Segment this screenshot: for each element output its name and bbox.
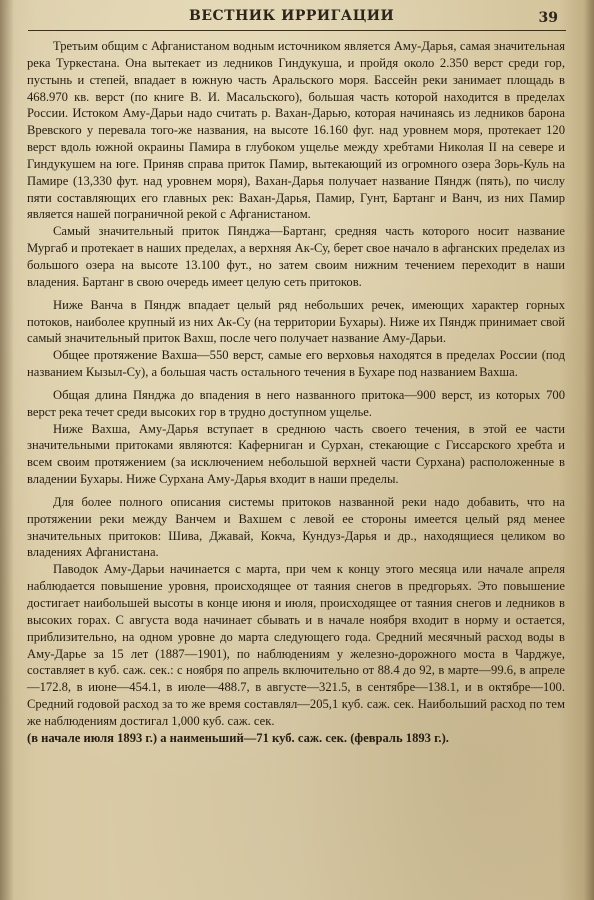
header-rule <box>28 30 566 31</box>
running-title: ВЕСТНИК ИРРИГАЦИИ <box>189 8 395 24</box>
page-number: 39 <box>538 10 558 26</box>
edge-shadow <box>584 0 594 900</box>
page-header <box>24 4 570 34</box>
article-body <box>27 38 565 747</box>
binding-shadow <box>0 0 14 900</box>
paragraph: Паводок Аму-Дарьи начинается с марта, при чем к концу этого месяца или начале апреля наблюдается повышение уровня, происходящее от таяния снегов в предгорьях. Это повышение достигает наибольшей высоты в конце июня и июля, происходящее от таяния снегов и ледников в высоких горах. С августа вода начинает сбывать и в начале ноября входит в норму и остается, приблизительно, на одном уровне до марта следующего года. Средний месячный расход воды в Аму-Дарье за 15 лет (1887—1901), по наблюдениям у железно-дорожного моста в Чарджуе, составляет в куб. саж. сек.: с ноября по апрель включительно от 88.4 до 92, в марте—99.6, в апреле—172.8, в июне—454.1, в июле—488.7, в августе—321.5, в сентябре—138.1, и в октябре—100. Средний годовой расход за то же время составлял—205,1 куб. саж. сек. Наибольший расход по тем же наблюдениям достигал 1,000 куб. саж. сек. <box>27 562 565 728</box>
paragraph: Для более полного описания системы притоков названной реки надо добавить, что на протяжении реки между Ванчем и Вахшем с левой ее стороны имеется целый ряд менее значительных притоков: Шива, Джавай, Кокча, Кундуз-Дарья и др., находящиеся целиком во владениях Афганистана. <box>27 494 565 560</box>
paragraph: Третьим общим с Афганистаном водным источником является Аму-Дарья, самая значительная река Туркестана. Она вытекает из ледников Гиндукуша, и пройдя около 2.350 верст среди гор, пустынь и степей, впадает в южную часть Аральского моря. Бассейн реки занимает площадь в 468.970 кв. верст (по книге В. И. Масальского), большая часть которой находится в пределах России. Истоком Аму-Дарьи надо считать р. Вахан-Дарью, которая начинаясь из ледников барона Вревского у перевала того-же названия, на высоте 16.160 фуг. над уровнем моря, протекает 120 верст вдоль южной окраины Памира в глубоком ущелье между хребтами Николая II на севере и Гиндукушем на юге. Приняв справа приток Памир, вытекающий из огромного озера Зорь-Куль на Памире (13,330 фут. над уровнем моря), Вахан-Дарья получает название Пяндж (пять), по числу пяти составляющих его главных рек: Вахан-Дарья, Памир, Гунт, Бартанг и Ванч, из них Памир является нашей пограничной рекой с Афганистаном. <box>27 39 565 222</box>
paragraph: Общее протяжение Вахша—550 верст, самые его верховья находятся в пределах России (под названием Кызыл-Су), а большая часть остального течения в Бухаре под названием Вахша. <box>27 348 565 380</box>
paragraph: Самый значительный приток Пянджа—Бартанг, средняя часть которого носит название Мургаб и протекает в наших пределах, а верхняя Ак-Су, берет свое начало в афганских пределах из большого озера на высоте 13.100 фут., но затем своим нижним течением переходит в наши владения. Бартанг в свою очередь имеет целую сеть притоков. <box>27 224 565 289</box>
paragraph: Общая длина Пянджа до впадения в него названного притока—900 верст, из которых 700 верст река течет среди высоких гор в трудно доступном ущелье. <box>27 387 565 419</box>
paragraph: Ниже Ванча в Пяндж впадает целый ряд небольших речек, имеющих характер горных потоков, наиболее крупный из них Ак-Су (на территории Бухары). Ниже их Пяндж принимает свой самый значительный приток Вахш, после чего получает название Аму-Дарьи. <box>27 297 565 346</box>
paragraph: Ниже Вахша, Аму-Дарья вступает в среднюю часть своего течения, в этой ее части значительными притоками являются: Каферниган и Сурхан, стекающие с Гиссарского хребта и всем своим протяжением (за исключением небольшой верхней части Сурхана) расположенные в владении Бухары. Ниже Сурхана Аму-Дарья входит в наши пределы. <box>27 421 565 487</box>
paragraph: (в начале июля 1893 г.) а наименьший—71 куб. саж. сек. (февраль 1893 г.). <box>27 730 449 745</box>
